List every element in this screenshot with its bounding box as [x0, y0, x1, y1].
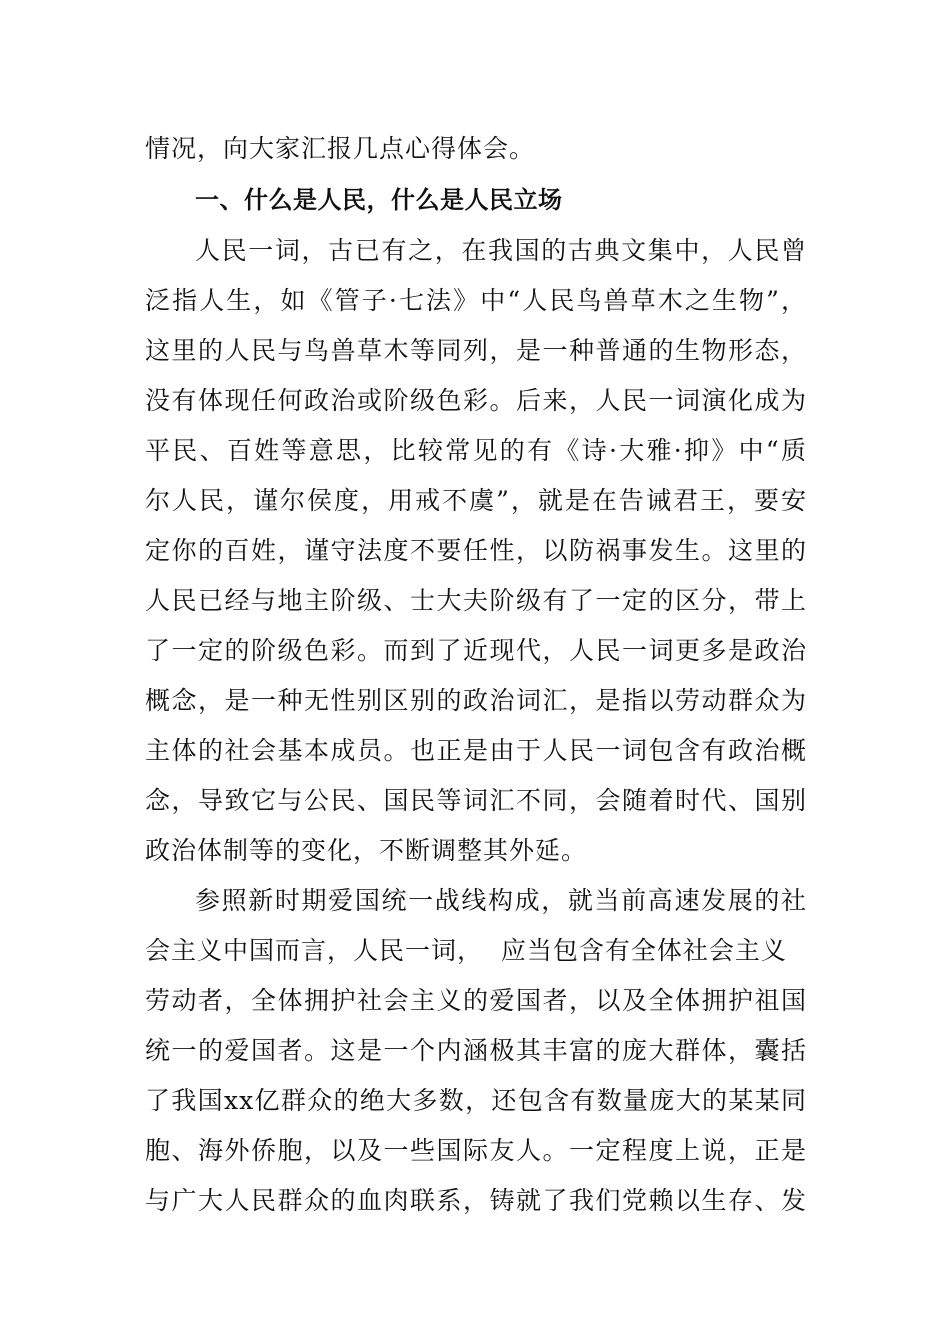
paragraph-1-line: 人民一词，古已有之，在我国的古典文集中，人民曾	[195, 236, 807, 265]
paragraph-2-line: 劳动者，全体拥护社会主义的爱国者，以及全体拥护祖国	[145, 986, 807, 1015]
paragraph-1-line: 念，导致它与公民、国民等词汇不同，会随着时代、国别	[145, 786, 807, 815]
paragraph-2-line: 统一的爱国者。这是一个内涵极其丰富的庞大群体，囊括	[145, 1036, 807, 1065]
paragraph-1-line: 概念，是一种无性别区别的政治词汇，是指以劳动群众为	[145, 686, 807, 715]
paragraph-1-line: 尔人民，谨尔侯度，用戒不虞”，就是在告诫君王，要安	[145, 486, 807, 515]
paragraph-1-line: 没有体现任何政治或阶级色彩。后来，人民一词演化成为	[145, 386, 807, 415]
paragraph-1-line: 人民已经与地主阶级、士大夫阶级有了一定的区分，带上	[145, 586, 807, 615]
paragraph-1-line: 定你的百姓，谨守法度不要任性，以防祸事发生。这里的	[145, 536, 807, 565]
paragraph-1-line: 平民、百姓等意思，比较常见的有《诗·大雅·抑》中“质	[145, 436, 807, 465]
paragraph-2-line: 与广大人民群众的血肉联系，铸就了我们党赖以生存、发	[145, 1186, 807, 1215]
paragraph-1-line: 这里的人民与鸟兽草木等同列，是一种普通的生物形态，	[145, 336, 807, 365]
paragraph-2-line: 参照新时期爱国统一战线构成，就当前高速发展的社	[195, 886, 807, 915]
paragraph-1-line: 政治体制等的变化，不断调整其外延。	[145, 836, 588, 865]
paragraph-2-line: 胞、海外侨胞，以及一些国际友人。一定程度上说，正是	[145, 1136, 807, 1165]
paragraph-2-line: 会主义中国而言，人民一词， 应当包含有全体社会主义	[145, 936, 787, 965]
section-heading: 一、什么是人民，什么是人民立场	[195, 186, 563, 214]
paragraph-2-line: 了我国xx亿群众的绝大多数，还包含有数量庞大的某某同	[145, 1086, 807, 1115]
intro-line: 情况，向大家汇报几点心得体会。	[145, 134, 536, 163]
paragraph-1-line: 泛指人生，如《管子·七法》中“人民鸟兽草木之生物”，	[145, 286, 807, 315]
paragraph-1-line: 主体的社会基本成员。也正是由于人民一词包含有政治概	[145, 736, 807, 765]
paragraph-1-line: 了一定的阶级色彩。而到了近现代，人民一词更多是政治	[145, 636, 807, 665]
